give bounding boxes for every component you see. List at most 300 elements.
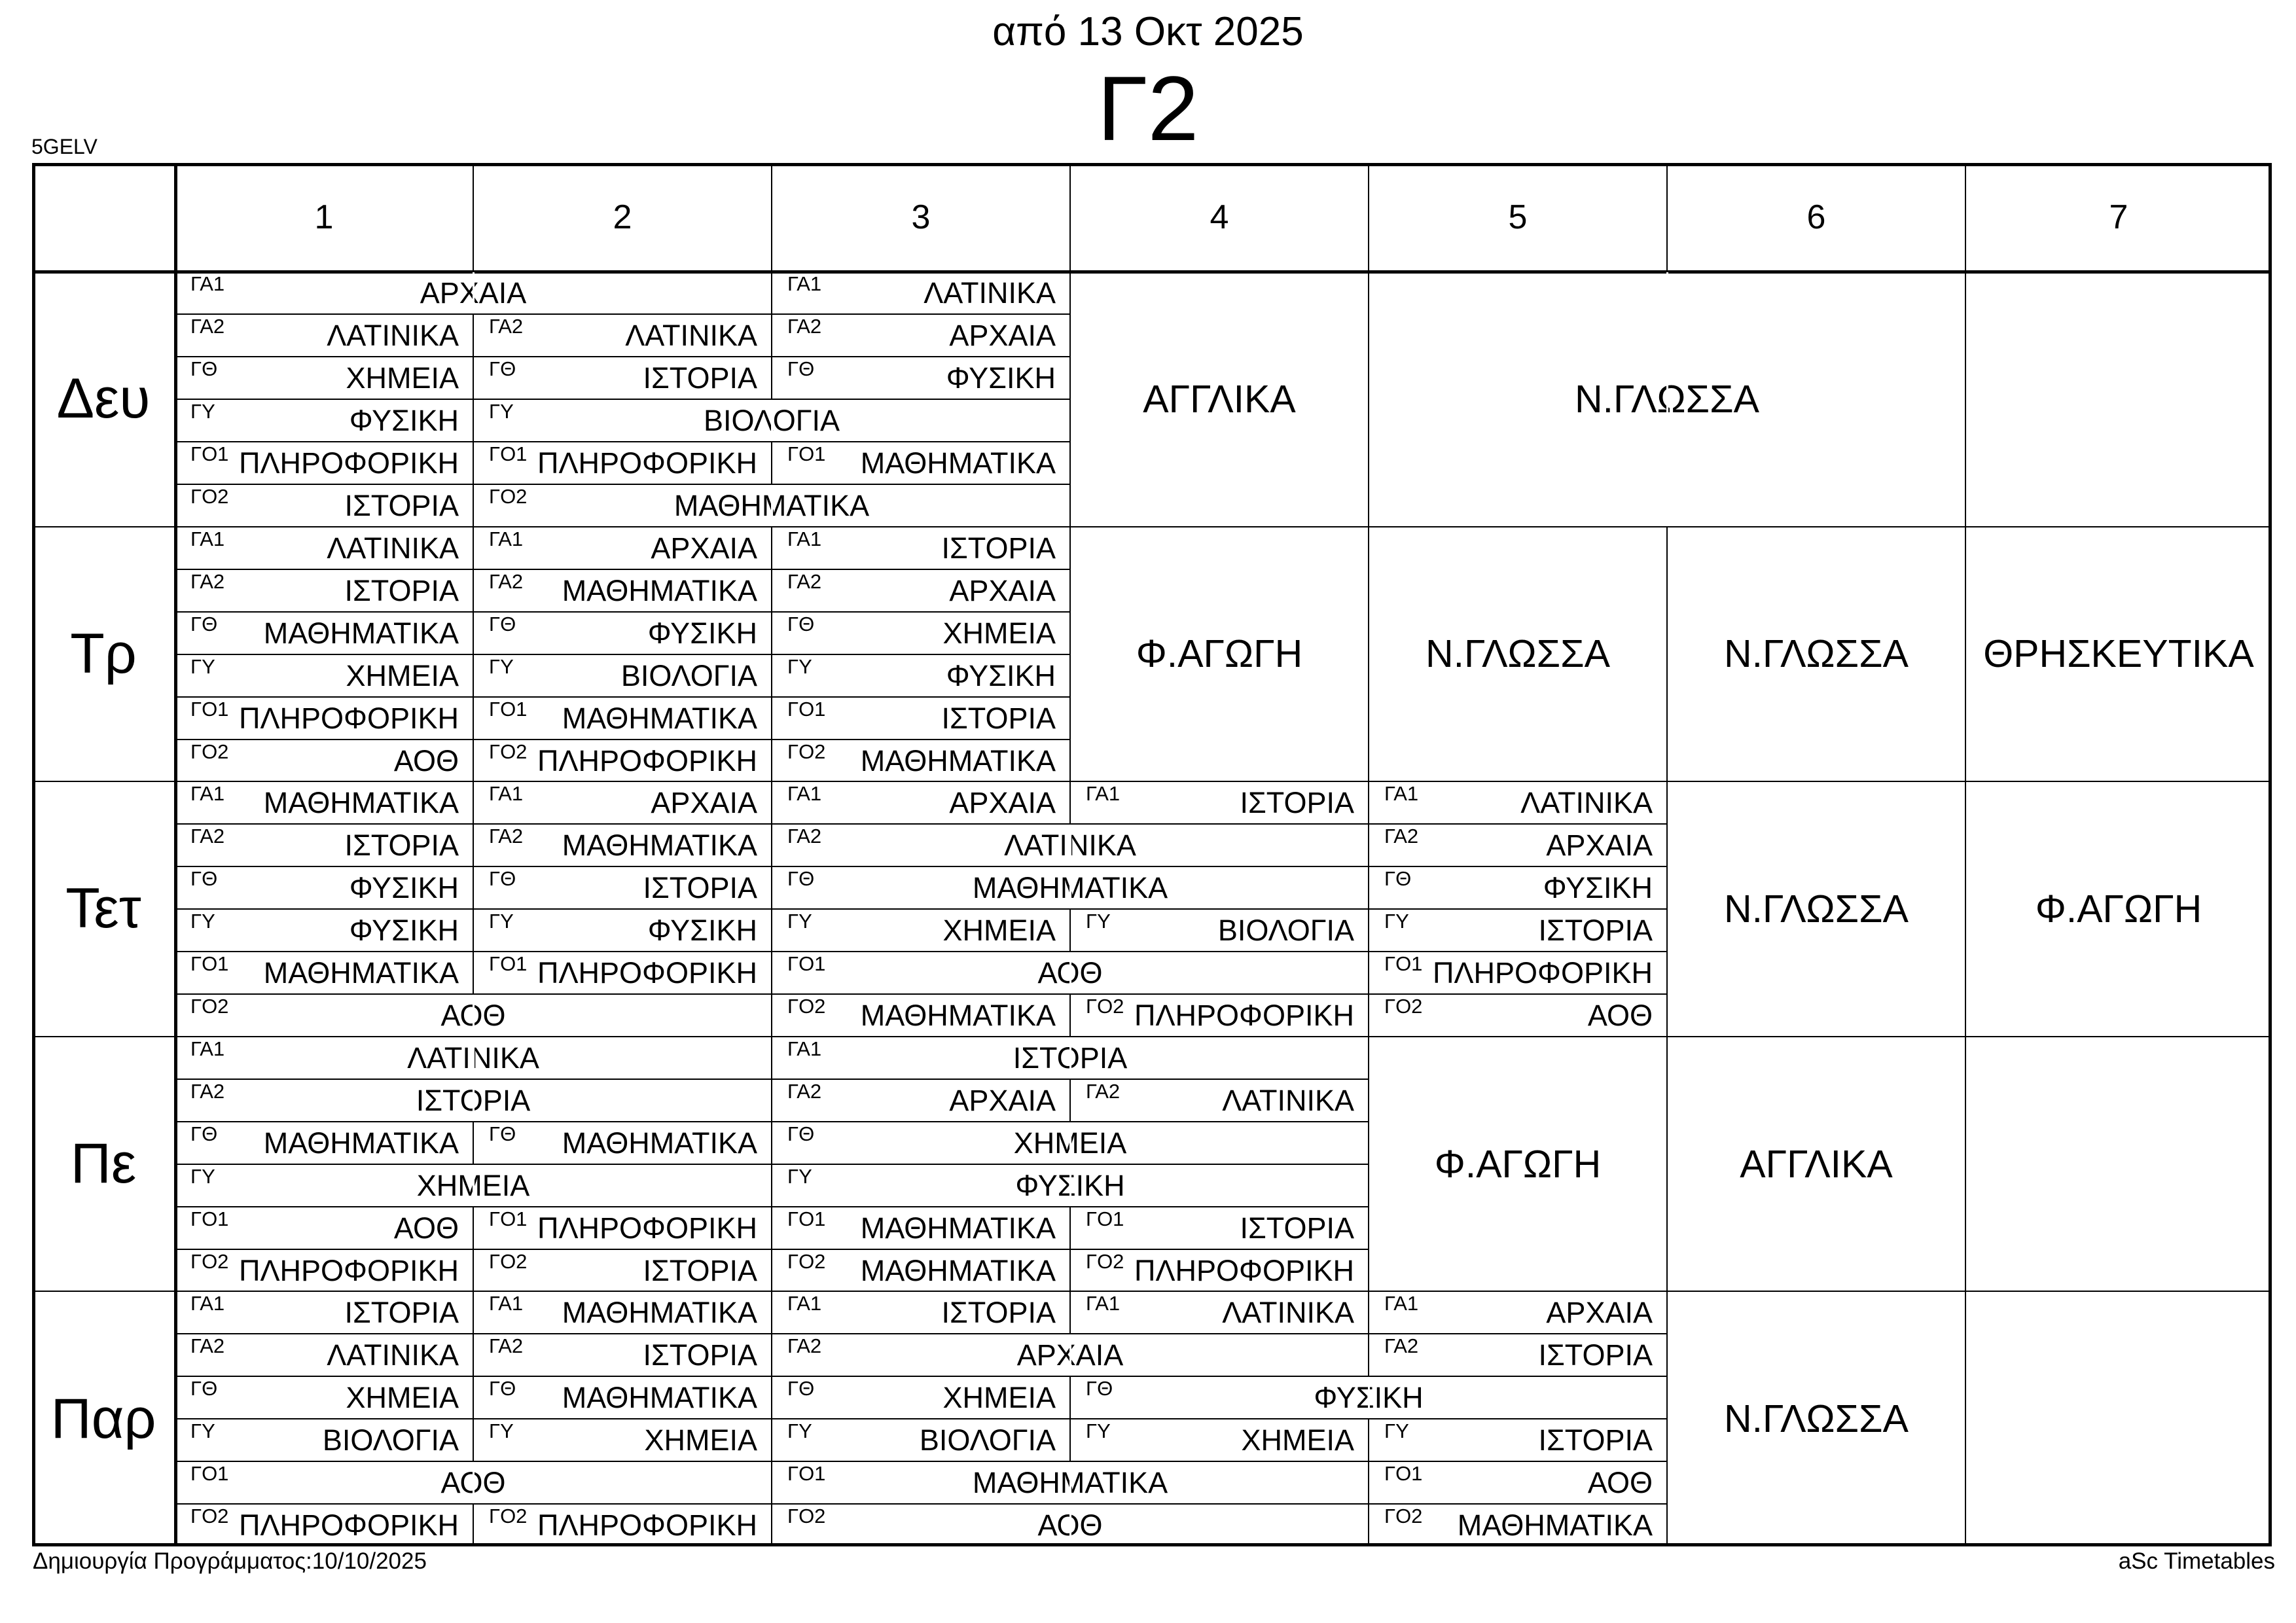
subject-label: ΦΥΣΙΚΗ	[349, 914, 459, 948]
group-label: ΓΘ	[787, 357, 815, 380]
group-label: ΓΑ2	[489, 569, 524, 593]
class-lesson-block: Ν.ΓΛΩΣΣΑ	[1724, 887, 1909, 931]
subject-label: ΧΗΜΕΙΑ	[416, 1168, 530, 1202]
subject-label: ΠΛΗΡΟΦΟΡΙΚΗ	[537, 1508, 757, 1543]
group-label: ΓΟ1	[489, 697, 528, 721]
subject-label: ΛΑΤΙΝΙΚΑ	[1222, 1296, 1354, 1330]
subject-label: ΧΗΜΕΙΑ	[942, 1381, 1056, 1415]
period-header: 7	[2109, 198, 2128, 236]
lesson-cell	[473, 1249, 772, 1292]
group-label: ΓΘ	[190, 1122, 218, 1145]
subrow-divider	[175, 484, 1070, 485]
group-label: ΓΟ2	[787, 995, 826, 1018]
subject-label: ΦΥΣΙΚΗ	[1314, 1381, 1424, 1415]
merge-mask	[473, 1165, 475, 1206]
subrow-divider	[175, 696, 1070, 698]
subject-label: ΧΗΜΕΙΑ	[942, 914, 1056, 948]
class-title: Γ2	[1097, 57, 1199, 160]
group-label: ΓΑ1	[787, 782, 822, 806]
subject-label: ΑΡΧΑΙΑ	[1546, 829, 1653, 863]
subject-label: ΑΟΘ	[440, 999, 506, 1033]
subject-label: ΧΗΜΕΙΑ	[1241, 1423, 1354, 1457]
subject-label: ΜΑΘΗΜΑΤΙΚΑ	[562, 1126, 757, 1160]
group-label: ΓΟ2	[1384, 1505, 1423, 1528]
subject-label: ΜΑΘΗΜΑΤΙΚΑ	[562, 701, 757, 735]
lesson-cell	[175, 909, 473, 952]
lesson-cell	[175, 612, 473, 654]
day-label: Τρ	[70, 622, 137, 685]
subject-label: ΜΑΘΗΜΑΤΙΚΑ	[263, 956, 459, 990]
subject-label: ΜΑΘΗΜΑΤΙΚΑ	[562, 573, 757, 607]
subject-label: ΑΡΧΑΙΑ	[949, 573, 1056, 607]
subject-label: ΜΑΘΗΜΑΤΙΚΑ	[673, 489, 870, 522]
merge-mask	[1666, 272, 1668, 526]
school-code: 5GELV	[31, 135, 98, 158]
lesson-cell	[1369, 1461, 1667, 1504]
lesson-cell	[772, 357, 1070, 399]
subject-label: ΠΛΗΡΟΦΟΡΙΚΗ	[238, 1253, 459, 1287]
day-label: Παρ	[50, 1387, 156, 1450]
subject-label: ΦΥΣΙΚΗ	[349, 871, 459, 905]
lesson-cell	[175, 697, 473, 740]
lesson-cell	[473, 952, 772, 994]
subject-label: ΙΣΤΟΡΙΑ	[643, 1253, 757, 1287]
group-label: ΓΥ	[1086, 910, 1111, 933]
group-label: ΓΑ2	[190, 1079, 225, 1103]
group-label: ΓΟ1	[1086, 1207, 1124, 1230]
group-label: ΓΟ2	[190, 485, 229, 508]
subject-label: ΧΗΜΕΙΑ	[346, 1381, 459, 1415]
group-label: ΓΥ	[190, 400, 215, 423]
subject-label: ΧΗΜΕΙΑ	[942, 616, 1056, 650]
subrow-divider	[175, 866, 1667, 867]
group-label: ΓΥ	[190, 1164, 215, 1188]
group-label: ΓΟ2	[190, 1505, 229, 1528]
lesson-cell	[1369, 952, 1667, 994]
group-label: ΓΟ2	[190, 1249, 229, 1273]
lesson-cell	[175, 399, 473, 442]
lesson-cell	[772, 1291, 1070, 1334]
lesson-cell	[473, 1207, 772, 1249]
group-label: ΓΥ	[489, 400, 514, 423]
lesson-cell	[1369, 1504, 1667, 1546]
lesson-cell	[175, 654, 473, 697]
class-lesson-block: Ν.ΓΛΩΣΣΑ	[1426, 632, 1610, 676]
group-label: ΓΥ	[190, 1419, 215, 1443]
subject-label: ΑΟΘ	[393, 1211, 459, 1245]
subject-label: ΠΛΗΡΟΦΟΡΙΚΗ	[537, 1211, 757, 1245]
subject-label: ΧΗΜΕΙΑ	[644, 1423, 757, 1457]
lesson-cell	[473, 654, 772, 697]
subject-label: ΜΑΘΗΜΑΤΙΚΑ	[860, 743, 1056, 777]
subject-label: ΠΛΗΡΟΦΟΡΙΚΗ	[537, 956, 757, 990]
lesson-cell	[473, 357, 772, 399]
group-label: ΓΘ	[787, 1122, 815, 1145]
merge-mask	[1069, 952, 1071, 993]
subject-label: ΧΗΜΕΙΑ	[1013, 1126, 1127, 1160]
group-label: ΓΑ2	[787, 569, 822, 593]
subrow-divider	[175, 739, 1070, 740]
group-label: ΓΟ1	[787, 1462, 826, 1486]
subrow-divider	[175, 569, 1070, 570]
group-label: ΓΑ1	[1384, 1292, 1419, 1315]
subject-label: ΙΣΤΟΡΙΑ	[643, 361, 757, 395]
period-header: 4	[1210, 198, 1229, 236]
group-label: ΓΑ1	[190, 782, 225, 806]
subject-label: ΙΣΤΟΡΙΑ	[1538, 1338, 1653, 1372]
group-label: ΓΟ1	[1384, 1462, 1423, 1486]
lesson-cell	[772, 569, 1070, 612]
lesson-cell	[175, 314, 473, 357]
group-label: ΓΟ1	[1384, 952, 1423, 976]
subject-label: ΒΙΟΛΟΓΙΑ	[703, 404, 840, 437]
merge-mask	[1069, 1334, 1071, 1376]
lesson-cell	[1369, 1291, 1667, 1334]
lesson-cell	[1369, 866, 1667, 909]
group-label: ΓΥ	[787, 910, 812, 933]
group-label: ΓΟ1	[190, 952, 229, 976]
group-label: ΓΘ	[787, 867, 815, 891]
group-label: ΓΟ2	[489, 485, 528, 508]
subject-label: ΑΡΧΑΙΑ	[949, 1083, 1056, 1117]
lesson-cell	[1070, 1419, 1369, 1461]
group-label: ΓΘ	[787, 1377, 815, 1400]
lesson-cell	[175, 1122, 473, 1164]
group-label: ΓΘ	[489, 1122, 516, 1145]
lesson-cell	[473, 1504, 772, 1546]
group-label: ΓΑ2	[489, 1334, 524, 1358]
lesson-cell	[473, 1334, 772, 1376]
lesson-cell	[473, 781, 772, 824]
group-label: ΓΘ	[489, 357, 516, 380]
subject-label: ΛΑΤΙΝΙΚΑ	[1520, 786, 1653, 820]
lesson-cell	[175, 740, 473, 782]
lesson-cell	[772, 697, 1070, 740]
group-label: ΓΟ1	[190, 697, 229, 721]
lesson-cell	[473, 1376, 772, 1419]
lesson-cell	[1369, 824, 1667, 866]
group-label: ΓΟ1	[489, 1207, 528, 1230]
subrow-divider	[175, 1503, 1667, 1505]
group-label: ΓΑ1	[1086, 1292, 1121, 1315]
lesson-cell	[1070, 994, 1369, 1037]
merge-mask	[1069, 1462, 1071, 1503]
subrow-divider	[175, 399, 1070, 400]
lesson-cell	[772, 612, 1070, 654]
subject-label: ΑΡΧΑΙΑ	[949, 786, 1056, 820]
lesson-cell	[1070, 1079, 1369, 1122]
lesson-cell	[473, 824, 772, 866]
group-label: ΓΟ2	[489, 1249, 528, 1273]
lesson-cell	[175, 866, 473, 909]
group-label: ΓΑ2	[787, 1079, 822, 1103]
class-lesson-block: Φ.ΑΓΩΓΗ	[1434, 1142, 1602, 1186]
group-label: ΓΟ1	[787, 1207, 826, 1230]
lesson-cell	[175, 442, 473, 484]
subject-label: ΠΛΗΡΟΦΟΡΙΚΗ	[537, 743, 757, 777]
timetable-date: από 13 Οκτ 2025	[992, 9, 1304, 54]
subject-label: ΑΟΘ	[1037, 956, 1103, 990]
lesson-cell	[772, 994, 1070, 1037]
subject-label: ΑΟΘ	[1587, 1466, 1653, 1500]
subject-label: ΧΗΜΕΙΑ	[346, 658, 459, 692]
subject-label: ΜΑΘΗΜΑΤΙΚΑ	[972, 1466, 1168, 1500]
lesson-cell	[772, 909, 1070, 952]
group-label: ΓΑ2	[787, 825, 822, 848]
lesson-cell	[772, 1079, 1070, 1122]
group-label: ΓΑ1	[190, 272, 225, 295]
subject-label: ΑΟΘ	[1037, 1508, 1103, 1543]
subject-label: ΙΣΤΟΡΙΑ	[344, 489, 459, 522]
subject-label: ΧΗΜΕΙΑ	[346, 361, 459, 395]
subject-label: ΙΣΤΟΡΙΑ	[344, 573, 459, 607]
group-label: ΓΟ2	[1086, 1249, 1124, 1273]
lesson-cell	[473, 740, 772, 782]
group-label: ΓΟ2	[190, 995, 229, 1018]
class-lesson-block: ΑΓΓΛΙΚΑ	[1740, 1142, 1893, 1186]
subrow-divider	[175, 441, 1070, 442]
subrow-divider	[175, 951, 1667, 952]
subject-label: ΙΣΤΟΡΙΑ	[1538, 914, 1653, 948]
subject-label: ΑΟΘ	[1587, 999, 1653, 1033]
lesson-cell	[175, 527, 473, 569]
lesson-cell	[175, 484, 473, 527]
subject-label: ΜΑΘΗΜΑΤΙΚΑ	[263, 786, 459, 820]
subrow-divider	[175, 908, 1667, 910]
merge-mask	[1069, 1122, 1071, 1164]
group-label: ΓΑ2	[787, 1334, 822, 1358]
row-divider	[32, 526, 2272, 527]
group-label: ΓΑ1	[489, 782, 524, 806]
subject-label: ΛΑΤΙΝΙΚΑ	[327, 319, 459, 352]
class-lesson-block: ΘΡΗΣΚΕΥΤΙΚΑ	[1983, 632, 2254, 676]
lesson-cell	[175, 1249, 473, 1292]
subrow-divider	[175, 1461, 1667, 1462]
class-lesson-block: Ν.ΓΛΩΣΣΑ	[1575, 377, 1759, 421]
group-label: ΓΑ1	[190, 1292, 225, 1315]
group-label: ΓΟ1	[489, 442, 528, 465]
merge-mask	[473, 272, 475, 313]
merge-mask	[473, 1462, 475, 1503]
group-label: ΓΥ	[787, 1164, 812, 1188]
lesson-cell	[772, 1249, 1070, 1292]
subrow-divider	[175, 1164, 1369, 1165]
subject-label: ΑΡΧΑΙΑ	[949, 319, 1056, 352]
merge-mask	[1069, 867, 1071, 908]
group-label: ΓΟ1	[787, 442, 826, 465]
subrow-divider	[175, 993, 1667, 995]
subject-label: ΜΑΘΗΜΑΤΙΚΑ	[860, 1211, 1056, 1245]
row-divider	[32, 270, 2272, 274]
group-label: ΓΟ1	[489, 952, 528, 976]
lesson-cell	[1369, 1419, 1667, 1461]
subject-label: ΙΣΤΟΡΙΑ	[344, 1296, 459, 1330]
period-header: 1	[314, 198, 334, 236]
class-lesson-block: Ν.ΓΛΩΣΣΑ	[1724, 1397, 1909, 1441]
group-label: ΓΑ1	[489, 1292, 524, 1315]
period-header: 5	[1508, 198, 1528, 236]
period-header: 6	[1806, 198, 1826, 236]
lesson-cell	[1369, 1334, 1667, 1376]
lesson-cell	[473, 612, 772, 654]
group-label: ΓΟ1	[190, 1207, 229, 1230]
group-label: ΓΑ1	[787, 272, 822, 295]
lesson-cell	[175, 357, 473, 399]
lesson-cell	[1070, 781, 1369, 824]
column-divider	[1965, 163, 1966, 1546]
subject-label: ΠΛΗΡΟΦΟΡΙΚΗ	[238, 1508, 459, 1543]
subject-label: ΒΙΟΛΟΓΙΑ	[322, 1423, 459, 1457]
group-label: ΓΘ	[787, 612, 815, 635]
lesson-cell	[473, 314, 772, 357]
subject-label: ΜΑΘΗΜΑΤΙΚΑ	[263, 616, 459, 650]
subject-label: ΑΡΧΑΙΑ	[1016, 1338, 1124, 1372]
lesson-cell	[473, 1291, 772, 1334]
subject-label: ΙΣΤΟΡΙΑ	[416, 1083, 531, 1117]
subrow-divider	[175, 823, 1667, 825]
group-label: ΓΟ1	[190, 442, 229, 465]
lesson-cell	[473, 527, 772, 569]
subject-label: ΙΣΤΟΡΙΑ	[643, 871, 757, 905]
period-header: 2	[613, 198, 632, 236]
subject-label: ΛΑΤΙΝΙΚΑ	[1004, 829, 1136, 863]
subject-label: ΜΑΘΗΜΑΤΙΚΑ	[1457, 1508, 1653, 1543]
lesson-cell	[772, 740, 1070, 782]
group-label: ΓΟ1	[190, 1462, 229, 1486]
lesson-cell	[175, 952, 473, 994]
subject-label: ΛΑΤΙΝΙΚΑ	[1222, 1083, 1354, 1117]
lesson-cell	[772, 1419, 1070, 1461]
group-label: ΓΘ	[190, 1377, 218, 1400]
group-label: ΓΟ2	[489, 740, 528, 763]
merge-mask	[473, 995, 475, 1036]
lesson-cell	[772, 654, 1070, 697]
subject-label: ΛΑΤΙΝΙΚΑ	[924, 276, 1056, 310]
group-label: ΓΥ	[489, 654, 514, 678]
subject-label: ΜΑΘΗΜΑΤΙΚΑ	[263, 1126, 459, 1160]
lesson-cell	[772, 1376, 1070, 1419]
lesson-cell	[175, 1291, 473, 1334]
class-lesson-block: Ν.ΓΛΩΣΣΑ	[1724, 632, 1909, 676]
subject-label: ΦΥΣΙΚΗ	[647, 914, 757, 948]
subject-label: ΦΥΣΙΚΗ	[647, 616, 757, 650]
group-label: ΓΑ1	[190, 527, 225, 550]
lesson-cell	[772, 314, 1070, 357]
group-label: ΓΥ	[1384, 910, 1409, 933]
lesson-cell	[1369, 994, 1667, 1037]
group-label: ΓΥ	[489, 1419, 514, 1443]
subject-label: ΑΟΘ	[393, 743, 459, 777]
subject-label: ΙΣΤΟΡΙΑ	[1013, 1041, 1128, 1075]
group-label: ΓΥ	[1384, 1419, 1409, 1443]
subject-label: ΠΛΗΡΟΦΟΡΙΚΗ	[238, 701, 459, 735]
group-label: ΓΑ2	[1384, 1334, 1419, 1358]
group-label: ΓΟ1	[787, 952, 826, 976]
lesson-cell	[1369, 781, 1667, 824]
subrow-divider	[175, 356, 1070, 357]
group-label: ΓΟ2	[787, 1505, 826, 1528]
group-label: ΓΑ2	[190, 1334, 225, 1358]
lesson-cell	[473, 1419, 772, 1461]
group-label: ΓΑ1	[787, 527, 822, 550]
day-label: Τετ	[65, 877, 141, 940]
subrow-divider	[175, 1079, 1369, 1080]
class-lesson-block: Φ.ΑΓΩΓΗ	[2035, 887, 2202, 931]
group-label: ΓΘ	[190, 612, 218, 635]
subrow-divider	[175, 1376, 1667, 1377]
lesson-cell	[175, 781, 473, 824]
subject-label: ΒΙΟΛΟΓΙΑ	[620, 658, 757, 692]
row-divider	[32, 1291, 2272, 1292]
group-label: ΓΟ2	[190, 740, 229, 763]
lesson-cell	[175, 1419, 473, 1461]
subject-label: ΙΣΤΟΡΙΑ	[1240, 786, 1354, 820]
merge-mask	[473, 1037, 475, 1079]
subject-label: ΑΡΧΑΙΑ	[420, 276, 527, 310]
subrow-divider	[175, 1121, 1369, 1122]
lesson-cell	[772, 442, 1070, 484]
lesson-cell	[175, 1207, 473, 1249]
merge-mask	[1069, 1037, 1071, 1079]
subject-label: ΜΑΘΗΜΑΤΙΚΑ	[860, 446, 1056, 480]
lesson-cell	[473, 569, 772, 612]
lesson-cell	[175, 1504, 473, 1546]
subject-label: ΑΡΧΑΙΑ	[651, 531, 757, 565]
group-label: ΓΑ1	[787, 1037, 822, 1060]
merge-mask	[473, 1080, 475, 1121]
subrow-divider	[175, 654, 1070, 655]
column-divider	[771, 163, 772, 1546]
subject-label: ΜΑΘΗΜΑΤΙΚΑ	[562, 1296, 757, 1330]
subject-label: ΦΥΣΙΚΗ	[1015, 1168, 1125, 1202]
group-label: ΓΑ2	[190, 825, 225, 848]
subrow-divider	[175, 611, 1070, 613]
column-divider	[473, 163, 474, 1546]
lesson-cell	[473, 866, 772, 909]
subrow-divider	[175, 1333, 1667, 1334]
subject-label: ΠΛΗΡΟΦΟΡΙΚΗ	[238, 446, 459, 480]
group-label: ΓΥ	[489, 910, 514, 933]
group-label: ΓΘ	[1086, 1377, 1113, 1400]
merge-mask	[771, 485, 773, 526]
lesson-cell	[175, 569, 473, 612]
lesson-cell	[473, 1122, 772, 1164]
subject-label: ΙΣΤΟΡΙΑ	[643, 1338, 757, 1372]
merge-mask	[1069, 825, 1071, 866]
subject-label: ΒΙΟΛΟΓΙΑ	[919, 1423, 1056, 1457]
subject-label: ΦΥΣΙΚΗ	[1543, 871, 1653, 905]
merge-mask	[1368, 1377, 1370, 1418]
group-label: ΓΘ	[190, 357, 218, 380]
group-label: ΓΟ2	[1086, 995, 1124, 1018]
subject-label: ΛΑΤΙΝΙΚΑ	[407, 1041, 539, 1075]
merge-mask	[1069, 1165, 1071, 1206]
day-label: Πε	[70, 1132, 137, 1196]
subrow-divider	[175, 1418, 1667, 1419]
group-label: ΓΑ2	[190, 569, 225, 593]
group-label: ΓΑ1	[787, 1292, 822, 1315]
subject-label: ΙΣΤΟΡΙΑ	[344, 829, 459, 863]
subrow-divider	[175, 1249, 1369, 1250]
subrow-divider	[175, 313, 1070, 315]
class-lesson-block: ΑΓΓΛΙΚΑ	[1143, 377, 1296, 421]
group-label: ΓΟ2	[1384, 995, 1423, 1018]
subject-label: ΛΑΤΙΝΙΚΑ	[327, 1338, 459, 1372]
group-label: ΓΑ2	[1384, 825, 1419, 848]
group-label: ΓΟ2	[489, 1505, 528, 1528]
subject-label: ΦΥΣΙΚΗ	[946, 361, 1056, 395]
row-divider	[32, 1036, 2272, 1037]
